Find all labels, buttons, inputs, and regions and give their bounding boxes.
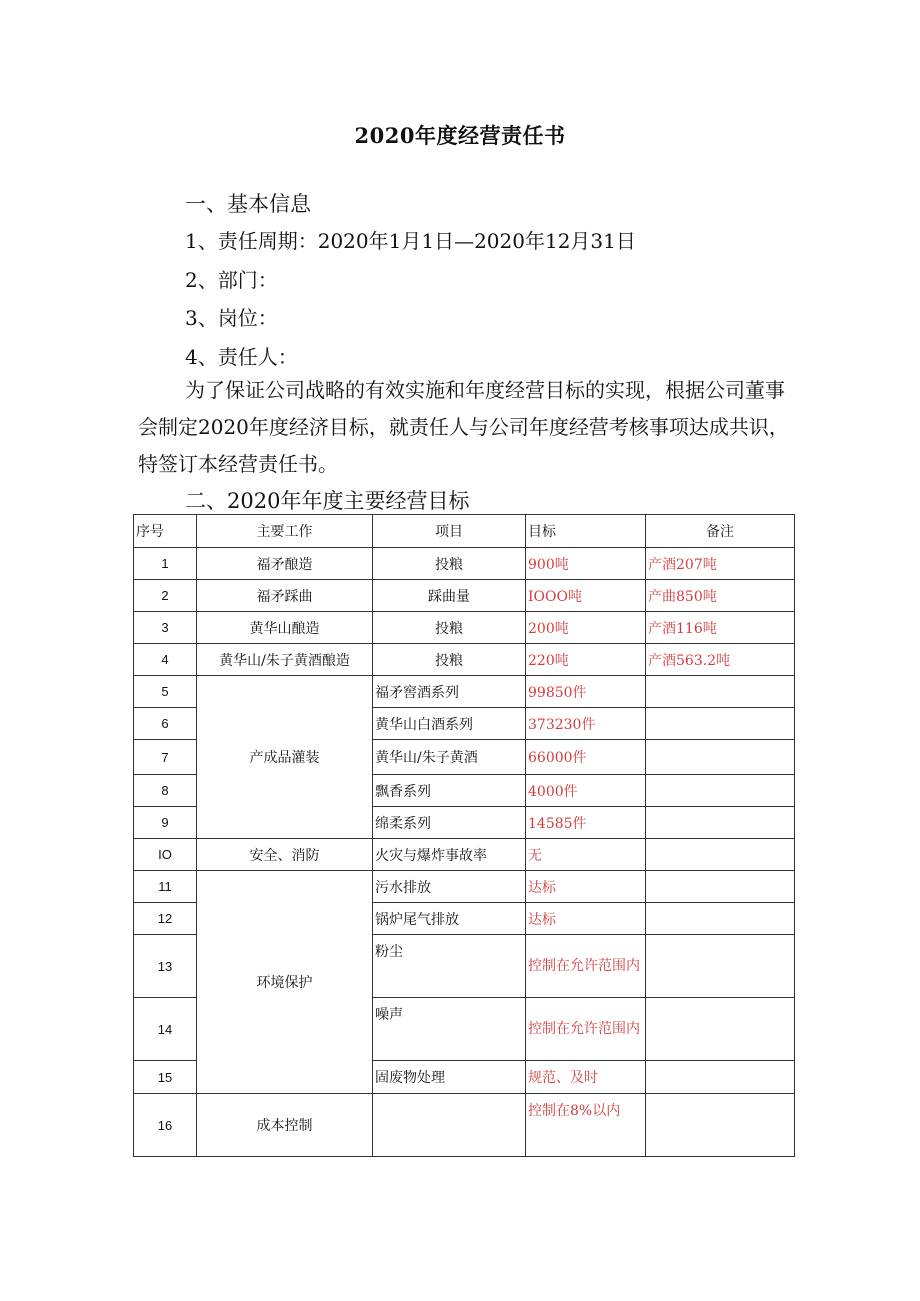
row-target: 220吨 bbox=[526, 644, 646, 676]
basic-info-heading: 一、基本信息 bbox=[185, 192, 311, 216]
row-item: 绵柔系列 bbox=[373, 807, 526, 839]
row-item: 噪声 bbox=[373, 998, 526, 1061]
row-no: 7 bbox=[134, 740, 197, 775]
row-work: 成本控制 bbox=[197, 1094, 373, 1157]
row-no: 13 bbox=[134, 935, 197, 998]
table-row bbox=[134, 548, 795, 580]
row-item: 投粮 bbox=[373, 644, 526, 676]
row-item: 飘香系列 bbox=[373, 775, 526, 807]
row-target: 无 bbox=[526, 839, 646, 871]
row-note bbox=[646, 1094, 795, 1157]
row-target: 控制在允许范围内 bbox=[526, 998, 646, 1061]
row-item: 污水排放 bbox=[373, 871, 526, 903]
row-work: 安全、消防 bbox=[197, 839, 373, 871]
row-target: 66000件 bbox=[526, 740, 646, 775]
section2-heading: 二、2020年年度主要经营目标 bbox=[185, 489, 470, 513]
row-work: 黄华山/朱子黄酒酿造 bbox=[197, 644, 373, 676]
row-no: 1 bbox=[134, 548, 197, 580]
row-note bbox=[646, 807, 795, 839]
row-item: 黄华山白酒系列 bbox=[373, 708, 526, 740]
row-no: 5 bbox=[134, 676, 197, 708]
table-row bbox=[134, 871, 795, 903]
row-no: 8 bbox=[134, 775, 197, 807]
row-no: 16 bbox=[134, 1094, 197, 1157]
responsible-person-field: 4、责任人： bbox=[185, 345, 298, 369]
row-no: 15 bbox=[134, 1061, 197, 1094]
row-target: 373230件 bbox=[526, 708, 646, 740]
table-row bbox=[134, 580, 795, 612]
row-item: 投粮 bbox=[373, 612, 526, 644]
row-note: 产曲850吨 bbox=[646, 580, 795, 612]
row-no: 2 bbox=[134, 580, 197, 612]
row-no: 6 bbox=[134, 708, 197, 740]
table-row bbox=[134, 612, 795, 644]
row-note bbox=[646, 998, 795, 1061]
row-item: 福矛窖酒系列 bbox=[373, 676, 526, 708]
row-item: 粉尘 bbox=[373, 935, 526, 998]
row-item: 火灾与爆炸事故率 bbox=[373, 839, 526, 871]
header-no: 序号 bbox=[134, 515, 197, 548]
row-work-merged: 产成品灌装 bbox=[197, 676, 373, 839]
row-target: 200吨 bbox=[526, 612, 646, 644]
row-note bbox=[646, 839, 795, 871]
table-row bbox=[134, 839, 795, 871]
row-note bbox=[646, 903, 795, 935]
row-work-merged: 环境保护 bbox=[197, 871, 373, 1094]
row-target: 4000件 bbox=[526, 775, 646, 807]
row-target: 达标 bbox=[526, 871, 646, 903]
row-note: 产酒207吨 bbox=[646, 548, 795, 580]
header-target: 目标 bbox=[526, 515, 646, 548]
row-note: 产酒563.2吨 bbox=[646, 644, 795, 676]
table-row bbox=[134, 1094, 795, 1157]
row-note bbox=[646, 740, 795, 775]
document-title: 2020年度经营责任书 bbox=[354, 123, 566, 148]
row-item: 投粮 bbox=[373, 548, 526, 580]
intro-paragraph: 为了保证公司战略的有效实施和年度经营目标的实现，根据公司董事会制定2020年度经济目标，就责任人与公司年度经营考核事项达成共识，特签订本经营责任书。 bbox=[138, 378, 789, 476]
row-no: 11 bbox=[134, 871, 197, 903]
row-note bbox=[646, 676, 795, 708]
header-work: 主要工作 bbox=[197, 515, 373, 548]
department-field: 2、部门： bbox=[185, 268, 278, 292]
row-no: 4 bbox=[134, 644, 197, 676]
row-item bbox=[373, 1094, 526, 1157]
row-note bbox=[646, 775, 795, 807]
row-target: 控制在8%以内 bbox=[526, 1094, 646, 1157]
row-work: 福矛酿造 bbox=[197, 548, 373, 580]
table-row bbox=[134, 676, 795, 708]
row-item: 锅炉尾气排放 bbox=[373, 903, 526, 935]
row-target: 99850件 bbox=[526, 676, 646, 708]
responsibility-period: 1、责任周期：2020年1月1日—2020年12月31日 bbox=[185, 229, 636, 253]
targets-table bbox=[133, 514, 795, 1157]
row-note bbox=[646, 871, 795, 903]
row-no: IO bbox=[134, 839, 197, 871]
row-no: 12 bbox=[134, 903, 197, 935]
row-work: 黄华山酿造 bbox=[197, 612, 373, 644]
header-item: 项目 bbox=[373, 515, 526, 548]
row-no: 9 bbox=[134, 807, 197, 839]
position-field: 3、岗位： bbox=[185, 306, 278, 330]
row-note: 产酒116吨 bbox=[646, 612, 795, 644]
row-target: 规范、及时 bbox=[526, 1061, 646, 1094]
row-target: 14585件 bbox=[526, 807, 646, 839]
row-item: 踩曲量 bbox=[373, 580, 526, 612]
header-note: 备注 bbox=[646, 515, 795, 548]
row-note bbox=[646, 935, 795, 998]
row-no: 14 bbox=[134, 998, 197, 1061]
row-item: 固废物处理 bbox=[373, 1061, 526, 1094]
table-header-row bbox=[134, 515, 795, 548]
row-target: IOOO吨 bbox=[526, 580, 646, 612]
table-row bbox=[134, 644, 795, 676]
row-target: 控制在允许范围内 bbox=[526, 935, 646, 998]
row-no: 3 bbox=[134, 612, 197, 644]
row-target: 达标 bbox=[526, 903, 646, 935]
row-item: 黄华山/朱子黄酒 bbox=[373, 740, 526, 775]
row-work: 福矛踩曲 bbox=[197, 580, 373, 612]
row-target: 900吨 bbox=[526, 548, 646, 580]
row-note bbox=[646, 708, 795, 740]
row-note bbox=[646, 1061, 795, 1094]
